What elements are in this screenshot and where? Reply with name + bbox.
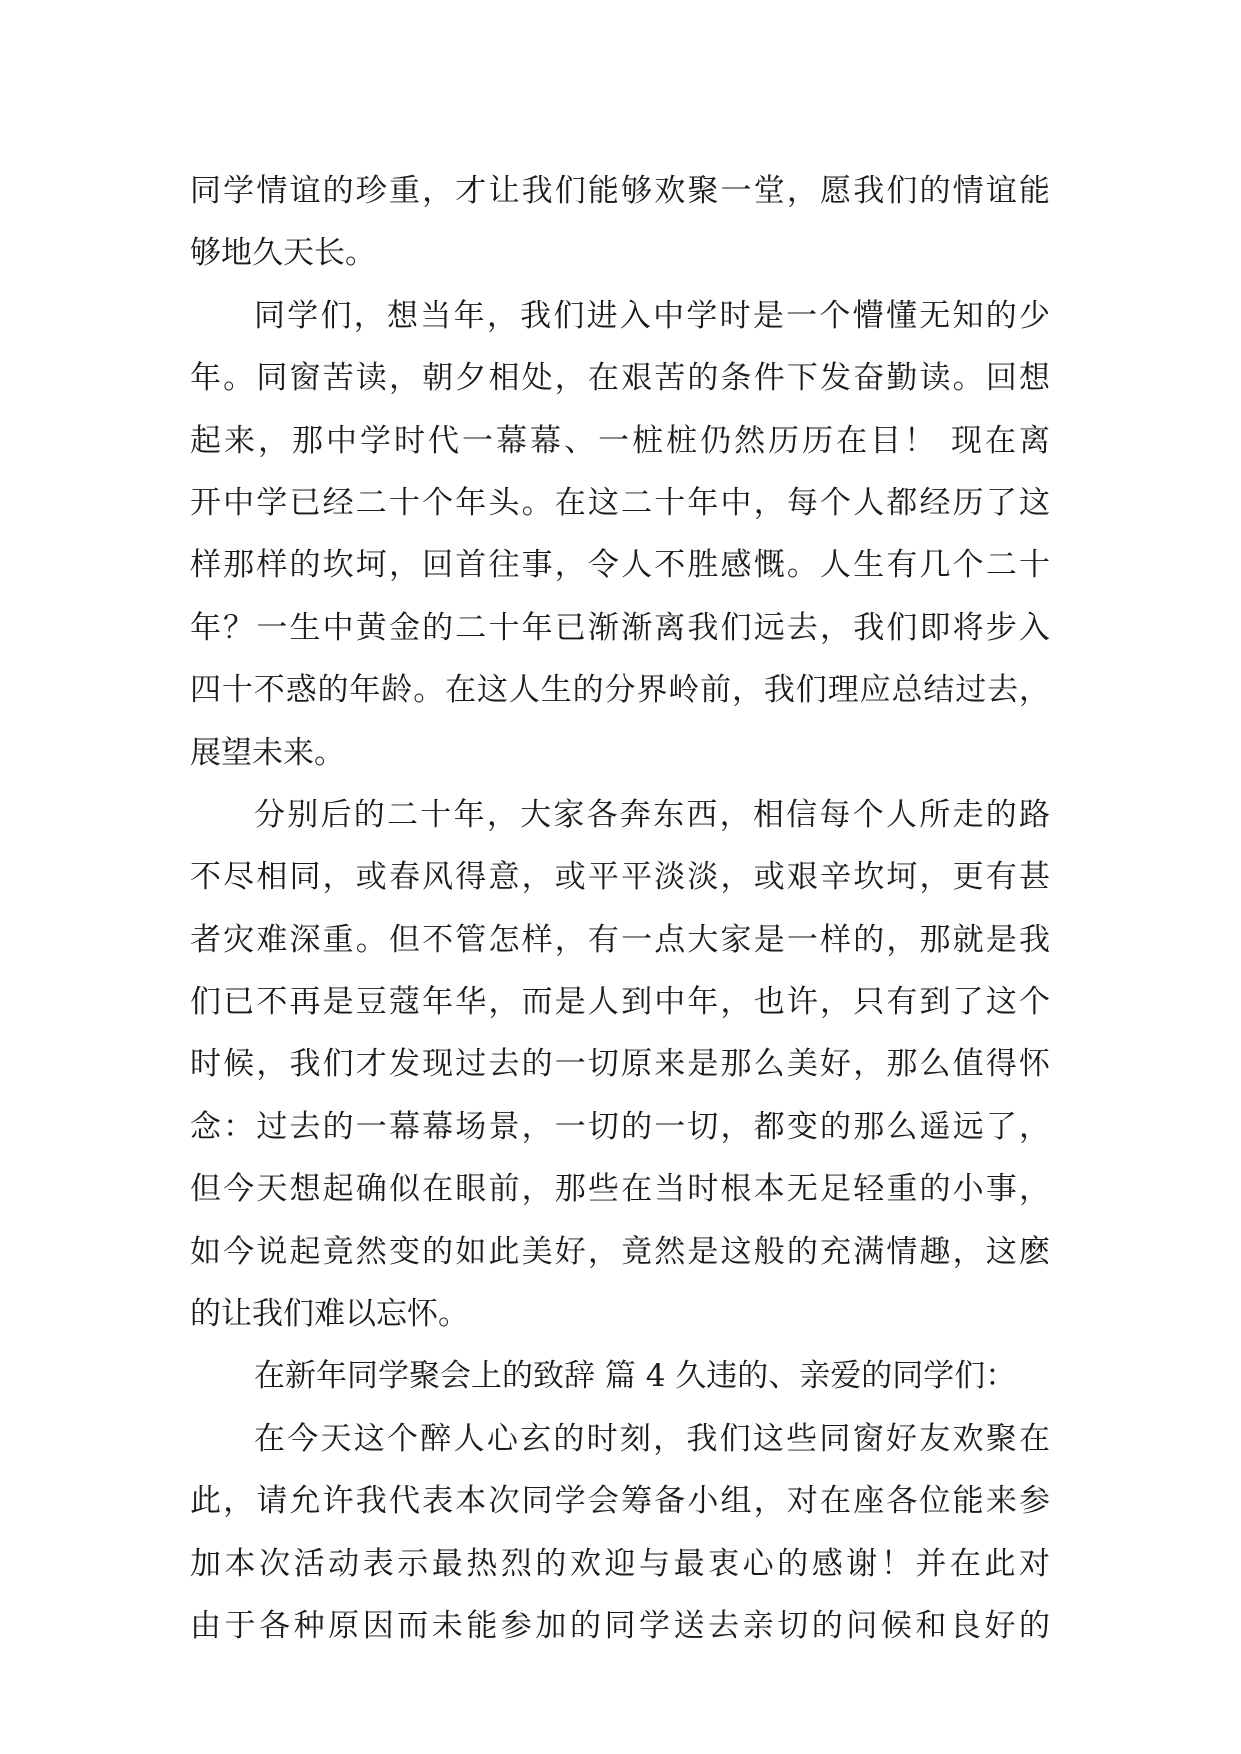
- text-line: 的让我们难以忘怀。: [190, 1296, 469, 1333]
- text-line: 够地久天长。: [190, 235, 376, 272]
- section-heading-line: 在新年同学聚会上的致辞 篇 4 久违的、亲爱的同学们：: [254, 1358, 1017, 1395]
- text-line: 同学情谊的珍重，才让我们能够欢聚一堂，愿我们的情谊能: [190, 173, 1050, 209]
- text-line: 不尽相同，或春风得意，或平平淡淡，或艰辛坎坷，更有甚: [190, 859, 1050, 896]
- text-line: 加本次活动表示最热烈的欢迎与最衷心的感谢！并在此对: [190, 1545, 1050, 1582]
- document-body: [190, 160, 1050, 1657]
- text-line: 时候，我们才发现过去的一切原来是那么美好，那么值得怀: [190, 1046, 1050, 1083]
- text-line: 但今天想起确似在眼前，那些在当时根本无足轻重的小事，: [190, 1171, 1050, 1208]
- text-line: 展望未来。: [190, 734, 345, 771]
- text-line: 在今天这个醉人心玄的时刻，我们这些同窗好友欢聚在: [254, 1420, 1050, 1457]
- text-line: 念：过去的一幕幕场景，一切的一切，都变的那么遥远了，: [190, 1108, 1050, 1145]
- text-line: 起来，那中学时代一幕幕、一桩桩仍然历历在目！ 现在离: [190, 422, 1050, 459]
- text-line: 们已不再是豆蔻年华，而是人到中年，也许，只有到了这个: [190, 984, 1050, 1021]
- text-line: 四十不惑的年龄。在这人生的分界岭前，我们理应总结过去，: [190, 672, 1050, 709]
- text-line: 样那样的坎坷，回首往事，令人不胜感慨。人生有几个二十: [190, 547, 1050, 584]
- text-line: 分别后的二十年，大家各奔东西，相信每个人所走的路: [254, 796, 1050, 833]
- text-line: 如今说起竟然变的如此美好，竟然是这般的充满情趣，这麽: [190, 1233, 1050, 1270]
- text-line: 年？一生中黄金的二十年已渐渐离我们远去，我们即将步入: [190, 609, 1050, 646]
- text-line: 同学们，想当年，我们进入中学时是一个懵懂无知的少: [254, 297, 1050, 334]
- text-line: 此，请允许我代表本次同学会筹备小组，对在座各位能来参: [190, 1483, 1050, 1520]
- text-line: 由于各种原因而未能参加的同学送去亲切的问候和良好的: [190, 1607, 1050, 1644]
- text-line: 年。同窗苦读，朝夕相处，在艰苦的条件下发奋勤读。回想: [190, 360, 1050, 397]
- text-line: 者灾难深重。但不管怎样，有一点大家是一样的，那就是我: [190, 921, 1050, 958]
- text-line: 开中学已经二十个年头。在这二十年中，每个人都经历了这: [190, 484, 1050, 521]
